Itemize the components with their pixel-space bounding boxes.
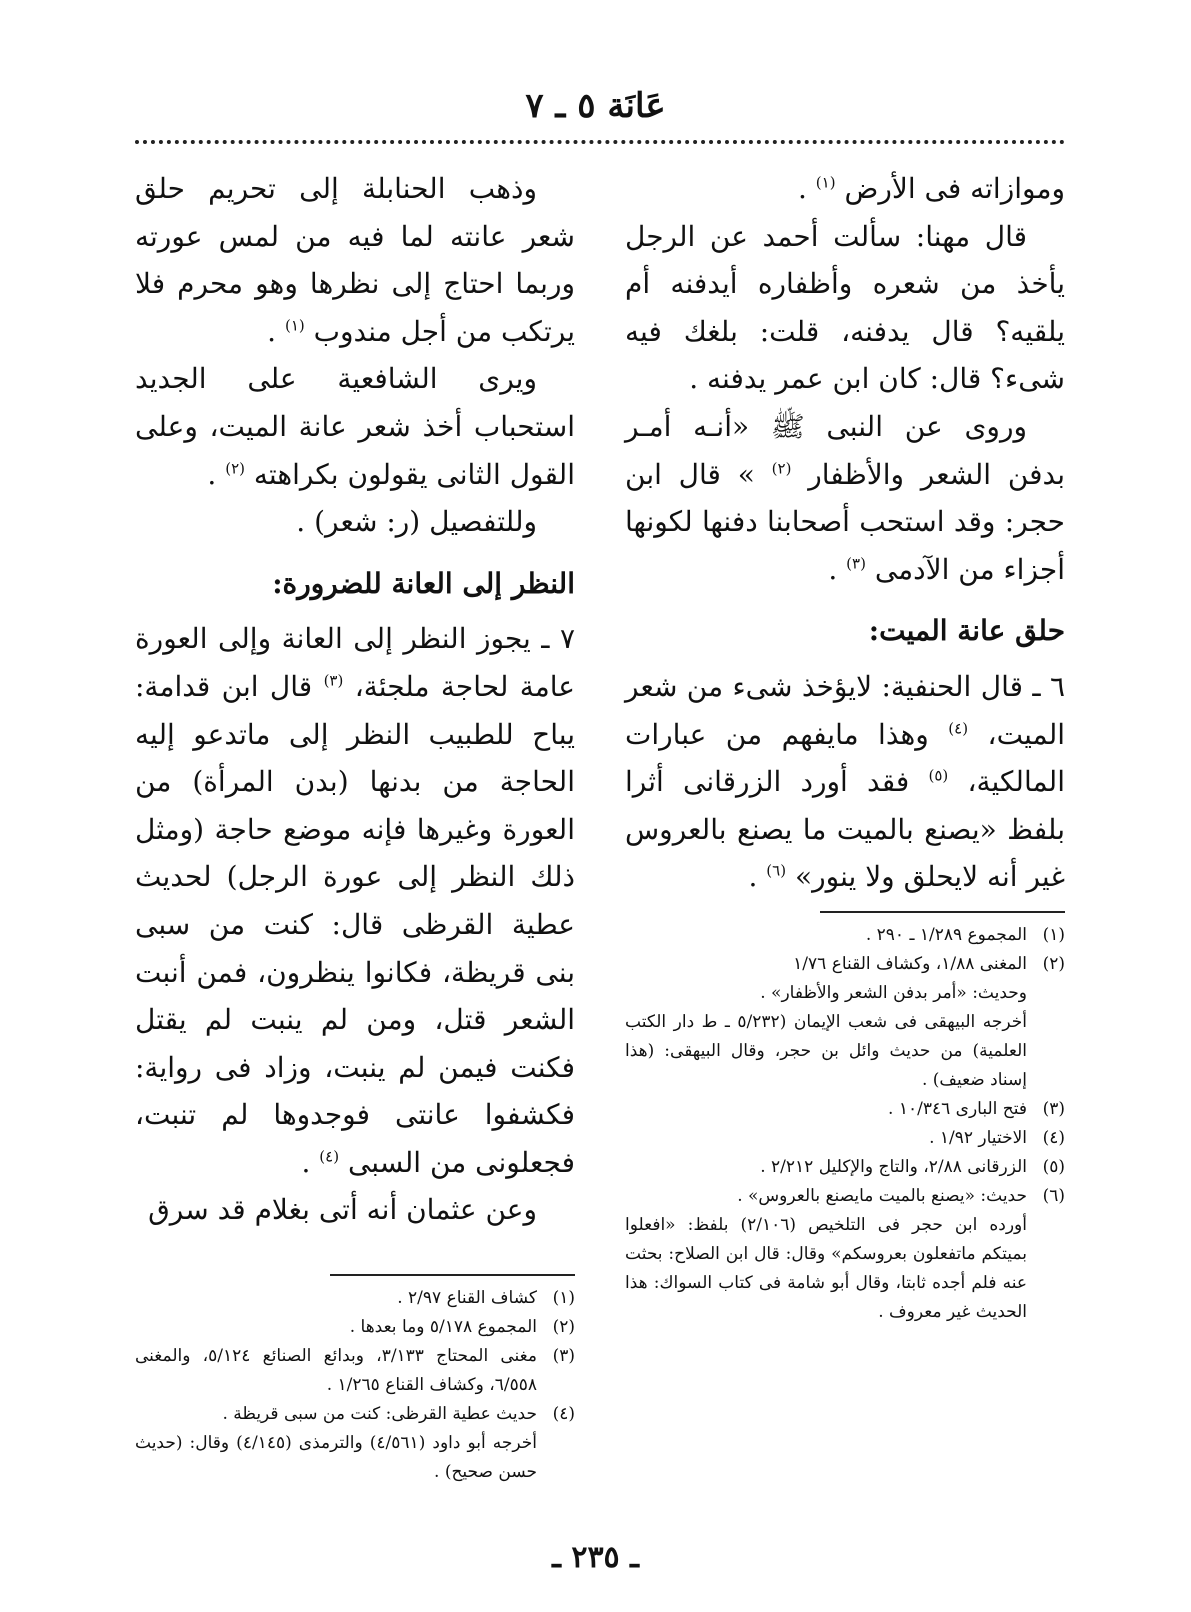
- footnotes-left: [135, 1284, 575, 1487]
- right-column-body: [625, 165, 1065, 593]
- footnote: (٣) مغنى المحتاج ٣/١٣٣، وبدائع الصنائع ٥/١٢٤، والمغنى ٦/٥٥٨، وكشاف القناع ١/٢٦٥ .: [135, 1346, 575, 1396]
- footnote-ref: (٦): [766, 861, 787, 880]
- paragraph: ٧ ـ يجوز النظر إلى العانة وإلى العورة عامة لحاجة ملجئة، $^{(٣)}$ قال ابن قدامة: يباح للطبيب النظر إلى ماتدعو إليه الحاجة من بدنها (بدن المرأة) من العورة وغيرها فإنه موضع حاجة (ومثل ذلك النظر إلى عورة الرجل) لحديث عطية القرظى قال: كنت من سبى بنى قريظة، فكانوا ينظرون، فمن أنبت الشعر قتل، ومن لم ينبت لم يقتل فكنت فيمن لم ينبت، وزاد فى رواية: فكشفوا عانتى فوجدوها لم تنبت، فجعلونى من السبى $^{(٤)}$ .: [135, 622, 575, 1179]
- footnote: (٢) المغنى ١/٨٨، وكشاف القناع ١/٧٦: [793, 953, 1065, 974]
- footnote-rule: [330, 1274, 575, 1276]
- section-heading: النظر إلى العانة للضرورة:: [272, 566, 575, 600]
- footnote-ref: (٣): [846, 554, 866, 573]
- page-number: ـ ٢٣٥ ـ: [552, 1540, 639, 1575]
- paragraph: قال مهنا: سألت أحمد عن الرجل يأخذ من شعره وأظفاره أيدفنه أم يلقيه؟ قال يدفنه، قلت: بلغك فيه شىء؟ قال: كان ابن عمر يدفنه .: [625, 219, 1065, 396]
- section-heading: حلق عانة الميت:: [868, 614, 1065, 648]
- header-dotted-rule: [135, 140, 1065, 144]
- footnote-ref: (٤): [319, 1147, 340, 1166]
- footnote: (١) المجموع ١/٢٨٩ ـ ٢٩٠ .: [865, 924, 1065, 945]
- footnote-ref: (٣): [323, 671, 344, 690]
- footnote: (٦) حديث: «يصنع بالميت مايصنع بالعروس» .: [737, 1185, 1065, 1206]
- footnote: أخرجه البيهقى فى شعب الإيمان (٥/٢٣٢ ـ ط دار الكتب العلمية) من حديث وائل بن حجر، وقال البيهقى: (هذا إسناد ضعيف) .: [625, 1011, 1028, 1090]
- footnotes-right: [625, 921, 1065, 1327]
- footnote: وحديث: «أمر بدفن الشعر والأظفار» .: [760, 982, 1027, 1003]
- footnote: (٢) المجموع ٥/١٧٨ وما بعدها .: [349, 1317, 575, 1338]
- footnote: (٥) الزرقانى ٢/٨٨، والتاج والإكليل ٢/٢١٢ .: [760, 1156, 1065, 1177]
- paragraph: ويرى الشافعية على الجديد استحباب أخذ شعر عانة الميت، وعلى القول الثانى يقولون بكراهته $^{(٢)}$ .: [135, 362, 575, 491]
- footnote: (٣) فتح البارى ١٠/٣٤٦ .: [888, 1098, 1065, 1119]
- paragraph: وموازاته فى الأرض $^{(١)}$ .: [797, 172, 1065, 205]
- paragraph: ٦ ـ قال الحنفية: لايؤخذ شىء من شعر الميت، $^{(٤)}$ وهذا مايفهم من عبارات المالكية، $^{(٥)}$ فقد أورد الزرقانى أثرا بلفظ «يصنع بالميت ما يصنع بالعروس غير أنه لايحلق ولا ينور» $^{(٦)}$ .: [625, 669, 1066, 894]
- footnote: (٤) الاختيار ١/٩٢ .: [929, 1127, 1065, 1148]
- footnote-ref: (٤): [948, 719, 969, 738]
- paragraph: وروى عن النبى ﷺ «أنـه أمـر بدفن الشعر والأظفار $^{(٢)}$ » قال ابن حجر: وقد استحب أصحابنا دفنها لكونها أجزاء من الآدمى $^{(٣)}$ .: [625, 409, 1066, 586]
- footnote-ref: (١): [815, 173, 836, 192]
- paragraph: وللتفصيل (ر: شعر) .: [296, 505, 537, 539]
- left-column: [135, 165, 575, 1487]
- footnote-ref: (٢): [771, 459, 792, 478]
- footnote: (١) كشاف القناع ٢/٩٧ .: [397, 1288, 575, 1309]
- footnote-ref: (٢): [225, 459, 245, 478]
- footnote-ref: (١): [284, 316, 305, 335]
- footnote-ref: (٥): [928, 766, 949, 785]
- right-column: [625, 165, 1065, 1327]
- paragraph: وعن عثمان أنه أتى بغلام قد سرق: [148, 1193, 537, 1227]
- running-title: عَانَة ٥ ـ ٧: [525, 86, 666, 126]
- footnote-rule: [820, 911, 1065, 913]
- paragraph: وذهب الحنابلة إلى تحريم حلق شعر عانته لما فيه من لمس عورته وربما احتاج إلى نظرها وهو محرم فلا يرتكب من أجل مندوب $^{(١)}$ .: [135, 172, 575, 348]
- footnote: (٤) حديث عطية القرظى: كنت من سبى قريظة .: [222, 1404, 575, 1425]
- footnote: أورده ابن حجر فى التلخيص (٢/١٠٦) بلفظ: «افعلوا بميتكم ماتفعلون بعروسكم» وقال: قال ابن الصلاح: بحثت عنه فلم أجده ثابتا، وقال أبو شامة فى كتاب السواك: هذا الحديث غير معروف .: [625, 1214, 1027, 1322]
- footnote: أخرجه أبو داود (٤/٥٦١) والترمذى (٤/١٤٥) وقال: (حديث حسن صحيح) .: [135, 1433, 538, 1483]
- left-column-body: [135, 165, 575, 546]
